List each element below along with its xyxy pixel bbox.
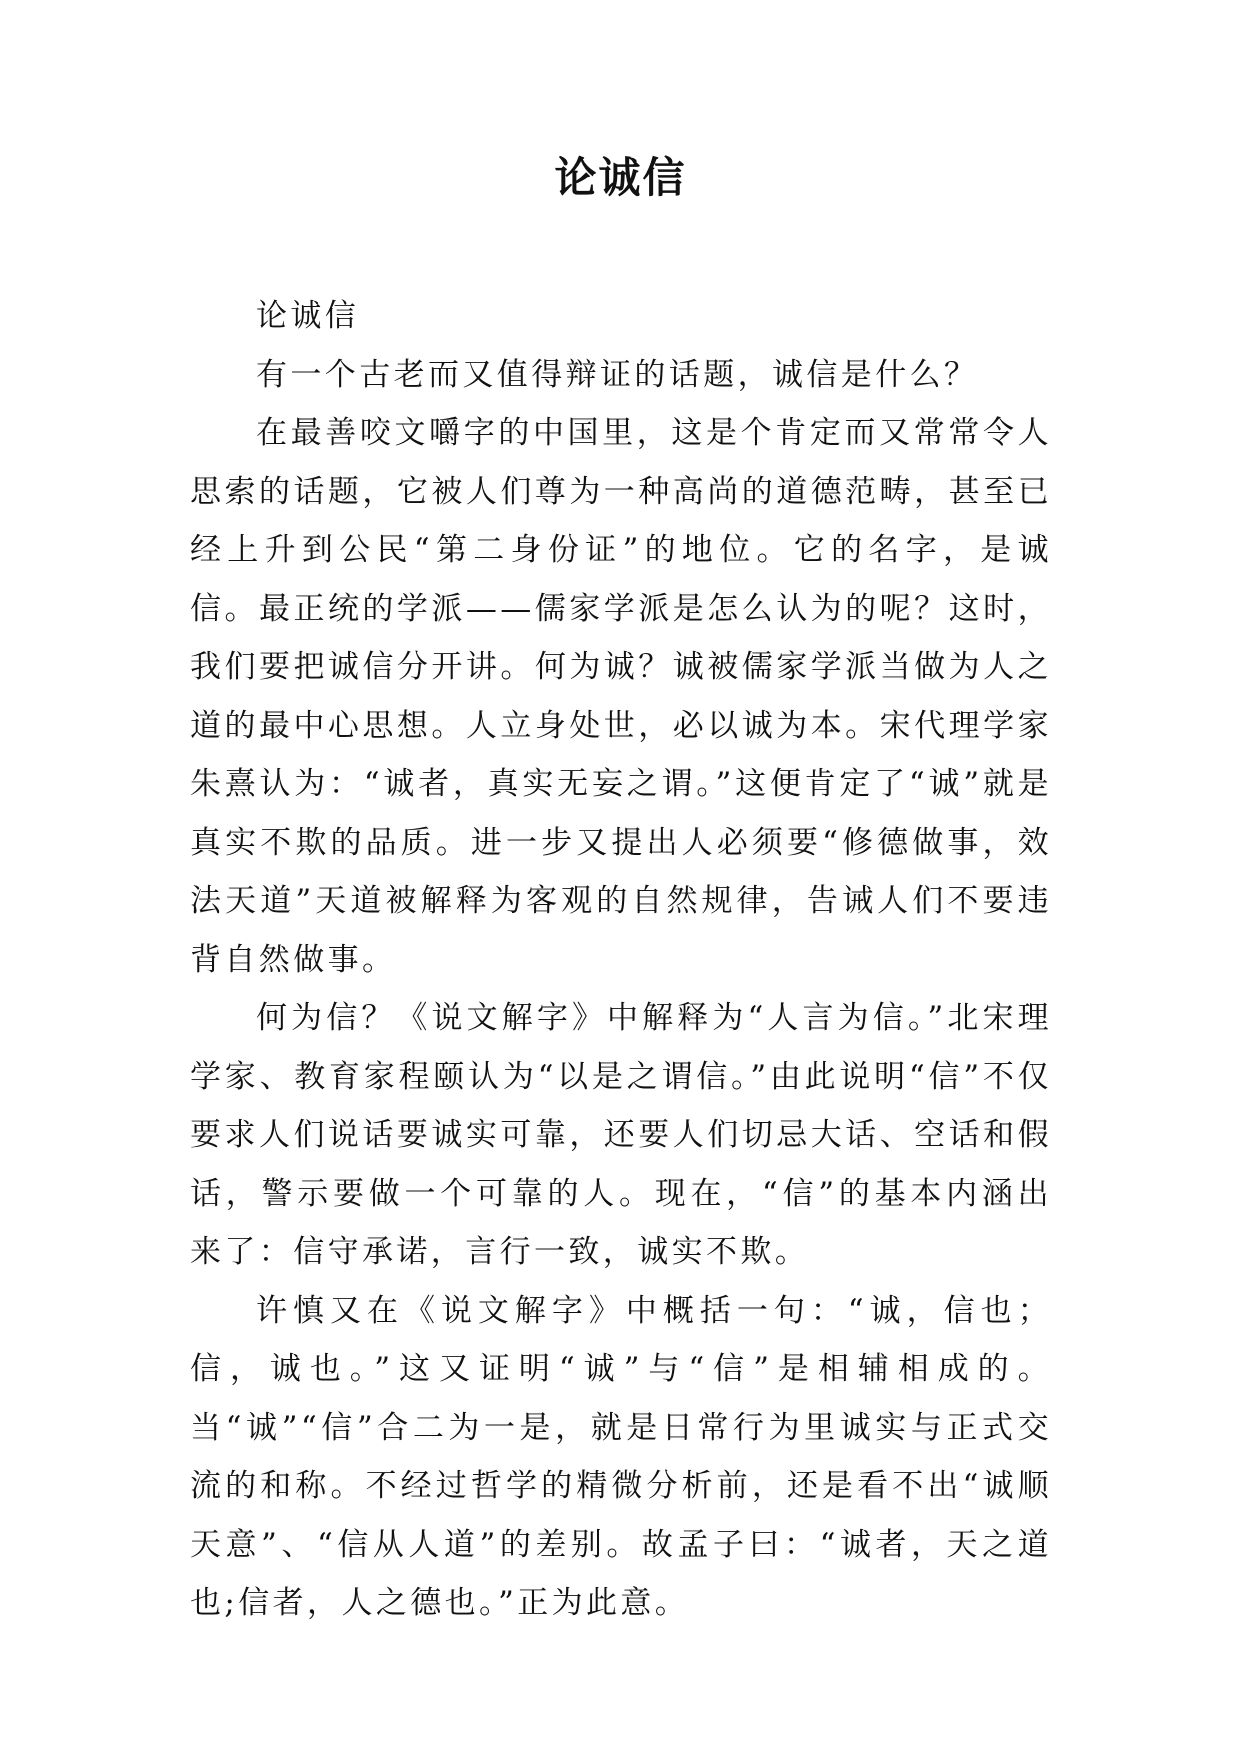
paragraph-subtitle: 论诚信 — [256, 298, 360, 334]
document-body — [190, 287, 1052, 1633]
paragraph-question: 有一个古老而又值得辩证的话题，诚信是什么？ — [256, 356, 979, 393]
paragraph-conclusion: 许慎又在《说文解字》中概括一句：“诚，信也；信，诚也。”这又证明“诚”与“信”是相辅相成的。当“诚”“信”合二为一是，就是日常行为里诚实与正式交流的和称。不经过哲学的精微分析前，还是看不出“诚顺天意”、“信从人道”的差别。故孟子曰：“诚者，天之道也;信者，人之德也。”正为此意。 — [190, 1292, 1052, 1621]
document-title: 论诚信 — [554, 153, 687, 202]
paragraph-cheng: 在最善咬文嚼字的中国里，这是个肯定而又常常令人思索的话题，它被人们尊为一种高尚的道德范畴，甚至已经上升到公民“第二身份证”的地位。它的名字，是诚信。最正统的学派——儒家学派是怎么认为的呢？这时，我们要把诚信分开讲。何为诚？诚被儒家学派当做为人之道的最中心思想。人立身处世，必以诚为本。宋代理学家朱熹认为：“诚者，真实无妄之谓。”这便肯定了“诚”就是真实不欺的品质。进一步又提出人必须要“修德做事，效法天道”天道被解释为客观的自然规律，告诫人们不要违背自然做事。 — [190, 415, 1052, 978]
paragraph-xin: 何为信？《说文解字》中解释为“人言为信。”北宋理学家、教育家程颐认为“以是之谓信。”由此说明“信”不仅要求人们说话要诚实可靠，还要人们切忌大话、空话和假话，警示要做一个可靠的人。现在，“信”的基本内涵出来了：信守承诺，言行一致，诚实不欺。 — [190, 1000, 1052, 1270]
